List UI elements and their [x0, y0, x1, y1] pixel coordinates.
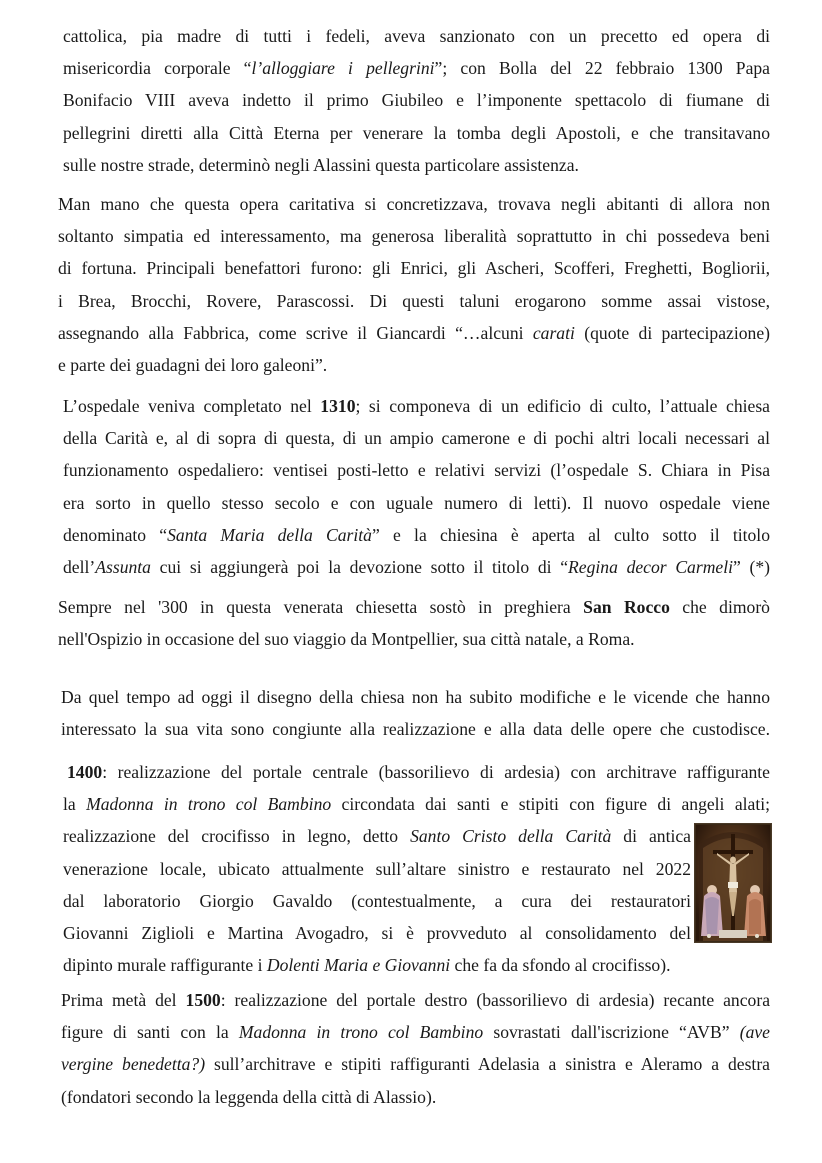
paragraph-san-rocco [58, 591, 770, 655]
paragraph-1400 [63, 756, 770, 981]
line: denominato “Santa Maria della Carità” e la chiesina è aperta al culto sotto il titolo [63, 524, 770, 545]
line: Da quel tempo ad oggi il disegno della chiesa non ha subito modifiche e le vicende che hanno [61, 687, 770, 707]
line: della Carità e, al di sopra di questa, di un ampio camerone e di pochi altri locali necessari al [63, 428, 770, 449]
line: sulle nostre strade, determinò negli Alassini questa particolare assistenza. [63, 154, 579, 175]
paragraph-pellegrini [63, 20, 770, 181]
line: era sorto in quello stesso secolo e con uguale numero di letti). Il nuovo ospedale viene [63, 492, 770, 513]
line: Bonifacio VIII aveva indetto il primo Giubileo e l’imponente spettacolo di fiumane di [63, 90, 770, 111]
line: Man mano che questa opera caritativa si concretizzava, trovava negli abitanti di allora non [58, 194, 770, 214]
line: venerazione locale, ubicato attualmente sull’altare sinistro e restaurato nel 2022 [63, 858, 691, 879]
line: pellegrini diretti alla Città Eterna per venerare la tomba degli Apostoli, e che transitavano [63, 122, 770, 143]
line: Sempre nel '300 in questa venerata chiesetta sostò in preghiera San Rocco che dimorò [58, 597, 770, 617]
paragraph-benefattori [58, 188, 770, 381]
line: assegnando alla Fabbrica, come scrive il Giancardi “…alcuni carati (quote di partecipazione) [58, 322, 770, 343]
line: vergine benedetta?) sull’architrave e stipiti raffiguranti Adelasia a sinistra e Aleramo a destra [61, 1054, 770, 1075]
line: misericordia corporale “l’alloggiare i pellegrini”; con Bolla del 22 febbraio 1300 Papa [63, 58, 770, 79]
paragraph-1500 [61, 984, 770, 1113]
line: cattolica, pia madre di tutti i fedeli, aveva sanzionato con un precetto ed opera di [63, 26, 770, 46]
paragraph-ospedale-1310 [63, 390, 770, 583]
crucifix-photo [694, 823, 772, 943]
line: soltanto simpatia ed interessamento, ma generosa liberalità soprattutto in chi possedeva beni [58, 226, 770, 247]
line: i Brea, Brocchi, Rovere, Parascossi. Di questi taluni erogarono somme assai vistose, [58, 290, 770, 311]
line: e parte dei guadagni dei loro galeoni”. [58, 355, 328, 376]
line: dell’Assunta cui si aggiungerà poi la devozione sotto il titolo di “Regina decor Carmeli” (*) [63, 557, 770, 578]
line: interessato la sua vita sono congiunte alla realizzazione e alla data delle opere che custodisce. [61, 719, 770, 740]
paragraph-disegno-chiesa [61, 681, 770, 745]
line: 1400: realizzazione del portale centrale (bassorilievo di ardesia) con architrave raffigurante [67, 762, 770, 782]
line: (fondatori secondo la leggenda della città di Alassio). [61, 1086, 437, 1107]
line: Prima metà del 1500: realizzazione del portale destro (bassorilievo di ardesia) recante ancora [61, 990, 770, 1010]
crucifix-photo-icon [695, 824, 771, 942]
line: L’ospedale veniva completato nel 1310; si componeva di un edificio di culto, l’attuale chiesa [63, 396, 770, 416]
line: realizzazione del crocifisso in legno, detto Santo Cristo della Carità di antica [63, 826, 691, 847]
line: funzionamento ospedaliero: ventisei posti-letto e relativi servizi (l’ospedale S. Chiara in Pisa [63, 460, 770, 481]
line: figure di santi con la Madonna in trono col Bambino sovrastati dall'iscrizione “AVB” (ave [61, 1022, 770, 1043]
line: dipinto murale raffigurante i Dolenti Maria e Giovanni che fa da sfondo al crocifisso). [63, 955, 671, 976]
line: Giovanni Ziglioli e Martina Avogadro, si è provveduto al consolidamento del [63, 923, 691, 944]
line: nell'Ospizio in occasione del suo viaggio da Montpellier, sua città natale, a Roma. [58, 629, 635, 650]
line: la Madonna in trono col Bambino circondata dai santi e stipiti con figure di angeli alati; [63, 794, 770, 815]
line: di fortuna. Principali benefattori furono: gli Enrici, gli Ascheri, Scofferi, Freghetti, Bogliorii, [58, 258, 770, 279]
line: dal laboratorio Giorgio Gavaldo (contestualmente, a cura dei restauratori [63, 890, 691, 911]
